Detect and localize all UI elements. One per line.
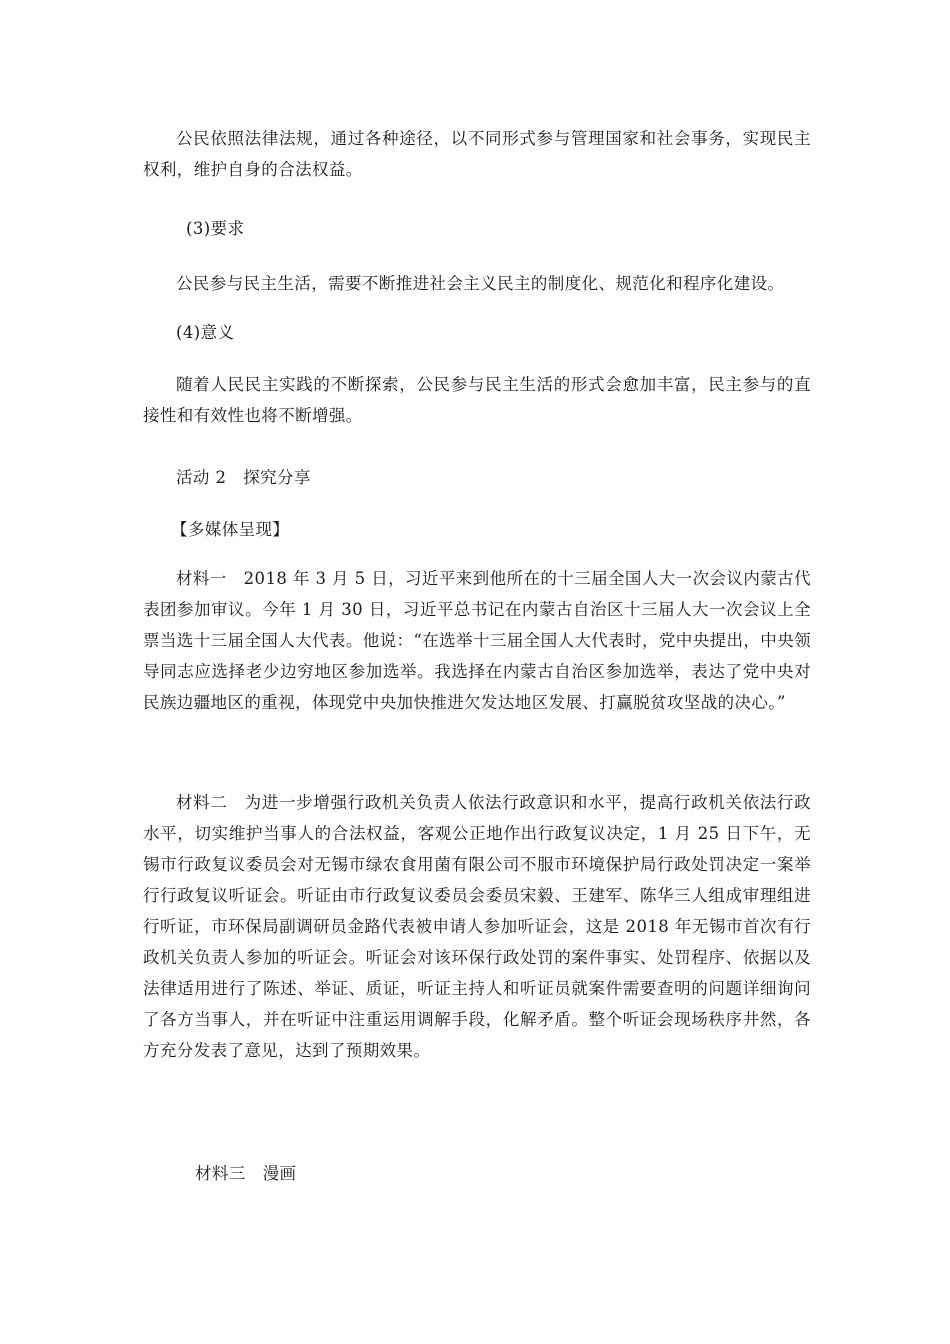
material-one: 材料一 2018 年 3 月 5 日，习近平来到他所在的十三届全国人大一次会议内蒙古代表团参加审议。今年 1 月 30 日，习近平总书记在内蒙古自治区十三届人大一次会议上全票当选十三届全国人大代表。他说：“在选举十三届全国人大代表时，党中央提出，中央领导同志应选择老少边穷地区参加选举。我选择在内蒙古自治区参加选举，表达了党中央对民族边疆地区的重视，体现党中央加快推进欠发达地区发展、打赢脱贫攻坚战的决心。”	[143, 569, 811, 712]
paragraph-significance: 随着人民民主实践的不断探索，公民参与民主生活的形式会愈加丰富，民主参与的直接性和有效性也将不断增强。	[143, 375, 811, 425]
material-three: 材料三 漫画	[195, 1164, 297, 1183]
paragraph-requirement: 公民参与民主生活，需要不断推进社会主义民主的制度化、规范化和程序化建设。	[176, 274, 785, 293]
multimedia-label: 【多媒体呈现】	[171, 520, 290, 539]
material-two: 材料二 为进一步增强行政机关负责人依法行政意识和水平，提高行政机关依法行政水平，切实维护当事人的合法权益，客观公正地作出行政复议决定，1 月 25 日下午，无锡市行政复议委员会对无锡市绿农食用菌有限公司不服市环境保护局行政处罚决定一案举行行政复议听证会。听证由市行政复议委员会委员宋毅、王建军、陈华三人组成审理组进行听证，市环保局副调研员金路代表被申请人参加听证会，这是 2018 年无锡市首次有行政机关负责人参加的听证会。听证会对该环保行政处罚的案件事实、处罚程序、依据以及法律适用进行了陈述、举证、质证，听证主持人和听证员就案件需要查明的问题详细询问了各方当事人，并在听证中注重运用调解手段，化解矛盾。整个听证会现场秩序井然，各方充分发表了意见，达到了预期效果。	[143, 793, 811, 1060]
paragraph-participation-definition: 公民依照法律法规，通过各种途径，以不同形式参与管理国家和社会事务，实现民主权利，维护自身的合法权益。	[143, 129, 811, 179]
heading-requirement: (3)要求	[186, 219, 245, 238]
heading-significance: (4)意义	[176, 323, 235, 342]
activity-title: 活动 2 探究分享	[176, 468, 311, 487]
